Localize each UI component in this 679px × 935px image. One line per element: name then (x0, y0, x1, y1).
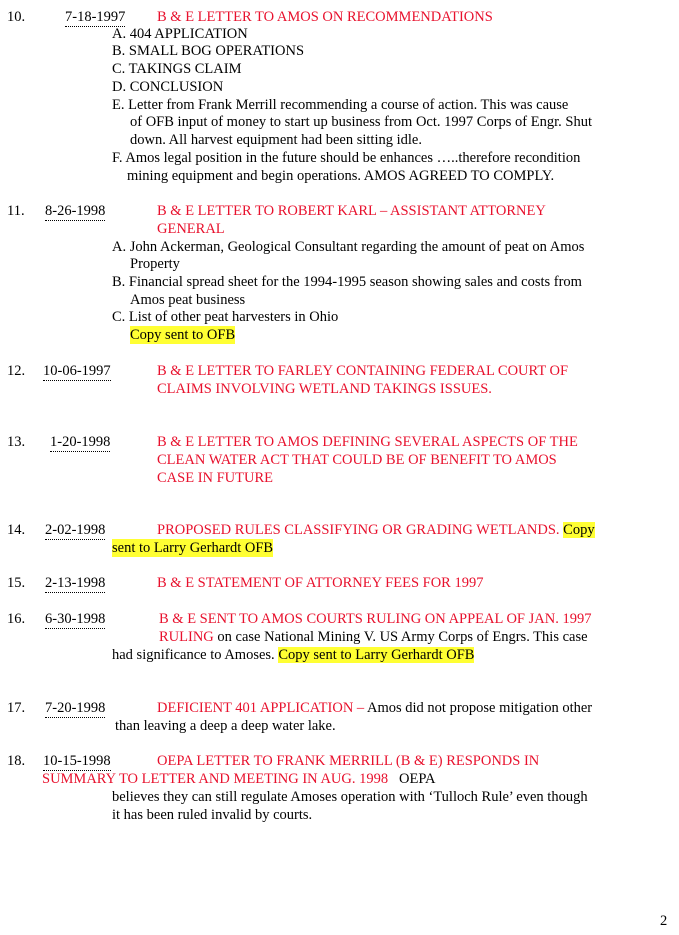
list-item: B. SMALL BOG OPERATIONS (112, 43, 305, 59)
entry-number: 18. (7, 753, 26, 769)
list-item: C. TAKINGS CLAIM (112, 61, 242, 77)
entry-date: 7-20-1998 (45, 700, 106, 716)
entry-title: PROPOSED RULES CLASSIFYING OR GRADING WETLANDS. (157, 522, 560, 538)
entry-title: GENERAL (157, 221, 225, 237)
entry-text: had significance to Amoses. (112, 647, 279, 663)
entry-date: 10-15-1998 (43, 753, 111, 769)
entry-text: it has been ruled invalid by courts. (112, 807, 313, 823)
highlighted-note: Copy sent to Larry Gerhardt OFB (278, 647, 475, 663)
entry-title: CLAIMS INVOLVING WETLAND TAKINGS ISSUES. (157, 381, 492, 397)
entry-title: B & E LETTER TO AMOS ON RECOMMENDATIONS (157, 9, 493, 25)
list-item-text: mining equipment and begin operations. AMOS AGREED TO COMPLY. (127, 168, 555, 184)
entry-date: 8-26-1998 (45, 203, 106, 219)
entry-title: SUMMARY TO LETTER AND MEETING IN AUG. 1998 (42, 771, 389, 787)
entry-number: 13. (7, 434, 26, 450)
entry-text: believes they can still regulate Amoses operation with ‘Tulloch Rule’ even though (112, 789, 588, 805)
entry-title: OEPA LETTER TO FRANK MERRILL (B & E) RESPONDS IN (157, 753, 540, 769)
entry-text: OEPA (388, 771, 436, 787)
list-item-text: of OFB input of money to start up business from Oct. 1997 Corps of Engr. Shut (130, 114, 592, 130)
highlighted-note: Copy (563, 522, 595, 538)
list-item: D. CONCLUSION (112, 79, 224, 95)
entry-title: CASE IN FUTURE (157, 470, 274, 486)
entry-line (42, 770, 436, 788)
list-item-text: A. John Ackerman, Geological Consultant regarding the amount of peat on Amos (112, 239, 585, 255)
list-item-text: F. Amos legal position in the future should be enhances …..therefore recondition (112, 150, 581, 166)
entry-title: B & E LETTER TO FARLEY CONTAINING FEDERAL COURT OF (157, 363, 569, 379)
entry-number: 12. (7, 363, 26, 379)
entry-text: than leaving a deep a deep water lake. (115, 718, 336, 734)
entry-number: 17. (7, 700, 26, 716)
entry-title: DEFICIENT 401 APPLICATION – (157, 700, 365, 716)
entry-number: 11. (7, 203, 25, 219)
page-number: 2 (660, 913, 668, 929)
entry-title: B & E STATEMENT OF ATTORNEY FEES FOR 1997 (157, 575, 484, 591)
entry-line (159, 628, 588, 646)
entry-date: 1-20-1998 (50, 434, 111, 450)
entry-number: 15. (7, 575, 26, 591)
list-item-text: Property (130, 256, 180, 272)
entry-date: 10-06-1997 (43, 363, 111, 379)
list-item-text: B. Financial spread sheet for the 1994-1995 season showing sales and costs from (112, 274, 582, 290)
entry-line (112, 646, 474, 664)
list-item: A. 404 APPLICATION (112, 26, 248, 42)
highlighted-note: Copy sent to OFB (130, 327, 236, 343)
entry-title: B & E LETTER TO AMOS DEFINING SEVERAL ASPECTS OF THE (157, 434, 578, 450)
list-item-text: down. All harvest equipment had been sitting idle. (130, 132, 422, 148)
entry-title: CLEAN WATER ACT THAT COULD BE OF BENEFIT TO AMOS (157, 452, 557, 468)
list-item-text: E. Letter from Frank Merrill recommending a course of action. This was cause (112, 97, 569, 113)
entry-text: on case National Mining V. US Army Corps of Engrs. This case (213, 629, 588, 645)
entry-date: 6-30-1998 (45, 611, 106, 627)
entry-line (157, 699, 592, 717)
entry-title: B & E SENT TO AMOS COURTS RULING ON APPEAL OF JAN. 1997 (159, 611, 592, 627)
entry-text: Amos did not propose mitigation other (364, 700, 593, 716)
entry-number: 10. (7, 9, 26, 25)
entry-title: B & E LETTER TO ROBERT KARL – ASSISTANT ATTORNEY (157, 203, 546, 219)
entry-date: 2-02-1998 (45, 522, 106, 538)
list-item-text: C. List of other peat harvesters in Ohio (112, 309, 339, 325)
entry-number: 14. (7, 522, 26, 538)
entry-number: 16. (7, 611, 26, 627)
entry-title: RULING (159, 629, 214, 645)
highlighted-note: sent to Larry Gerhardt OFB (112, 540, 274, 556)
entry-date: 7-18-1997 (65, 9, 126, 25)
entry-title-line (157, 521, 595, 539)
list-item-text: Amos peat business (130, 292, 246, 308)
entry-date: 2-13-1998 (45, 575, 106, 591)
